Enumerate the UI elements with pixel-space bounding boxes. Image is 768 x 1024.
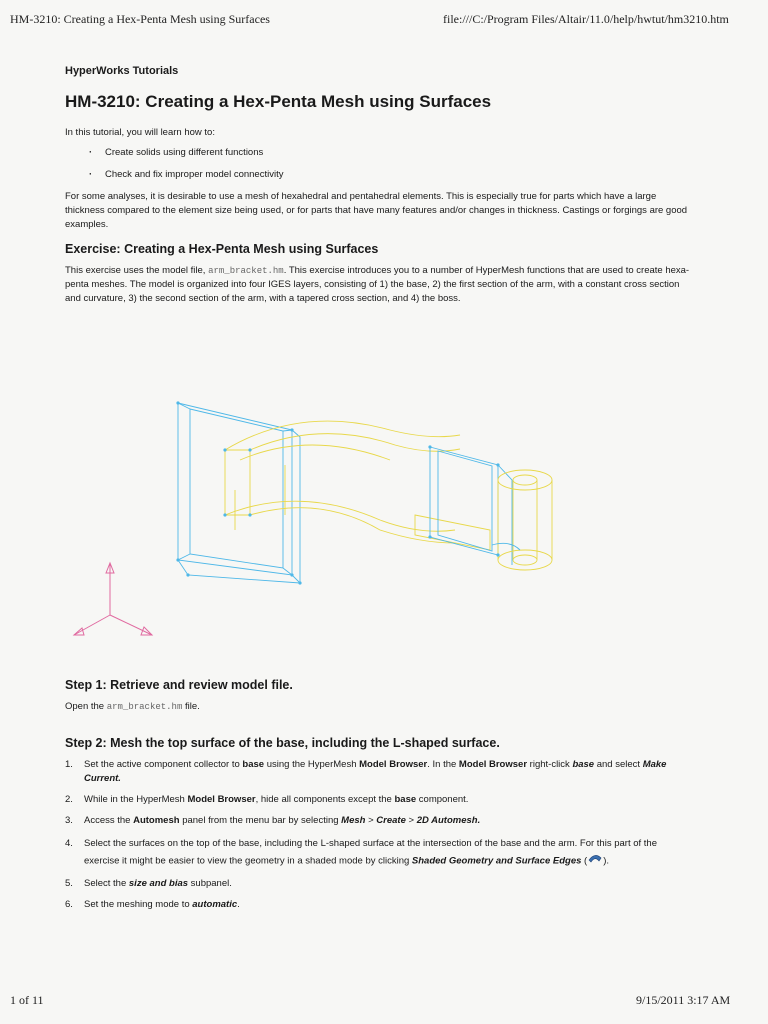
objectives-list	[89, 146, 690, 182]
list-item: 6. Set the meshing mode to automatic.	[65, 899, 240, 910]
intro-text: In this tutorial, you will learn how to:	[65, 127, 215, 138]
arm-bracket-wireframe-figure	[60, 365, 580, 655]
intro-paragraph: For some analyses, it is desirable to use a mesh of hexahedral and pentahedral elements. This is especially true for parts which have a large thickness compared to the element size being used, or for parts that have many features and/or changes in thickness. Castings or forgings are good examples.	[65, 191, 688, 230]
exercise-heading: Exercise: Creating a Hex-Penta Mesh using Surfaces	[65, 242, 379, 256]
model-file-name: arm_bracket.hm	[106, 702, 183, 712]
page-number: 1 of 11	[10, 993, 44, 1007]
list-item: · Create solids using different functions	[89, 146, 690, 160]
print-datetime: 9/15/2011 3:17 AM	[636, 993, 731, 1007]
step1-heading: Step 1: Retrieve and review model file.	[65, 678, 293, 692]
shaded-geometry-icon	[587, 852, 603, 870]
coordinate-triad-icon	[74, 563, 152, 635]
step1-text: Open the arm_bracket.hm file.	[65, 701, 200, 712]
doc-kicker: HyperWorks Tutorials	[65, 65, 179, 77]
list-item: 4. Select the surfaces on the top of the base, including the L-shaped surface at the intersection of the base and the arm. For this part of the exercise it might be easier to view the geometry in a shaded mode by clicking Shaded Geometry and Surface Edges ( ).	[65, 835, 690, 870]
arm-wireframe	[225, 421, 490, 550]
base-plate-wireframe	[178, 403, 300, 583]
list-item: · Check and fix improper model connectivity	[89, 168, 690, 182]
tapered-section-wireframe	[430, 447, 512, 565]
print-header-url: file:///C:/Program Files/Altair/11.0/help/hwtut/hm3210.htm	[443, 12, 729, 26]
step2-list	[65, 758, 690, 912]
document-body	[65, 64, 690, 306]
list-item: 5. Select the size and bias subpanel.	[65, 878, 232, 889]
step2-heading: Step 2: Mesh the top surface of the base, including the L-shaped surface.	[65, 736, 500, 750]
exercise-paragraph: This exercise uses the model file, arm_bracket.hm. This exercise introduces you to a number of HyperMesh functions that are used to create hexa-penta meshes. The model is organized into four IGES layers, consisting of 1) the base, 2) the first section of the arm, with a constant cross section and curvature, 3) the second section of the arm, with a tapered cross section, and 4) the boss.	[65, 265, 690, 304]
steps-section	[65, 678, 690, 919]
model-file-name: arm_bracket.hm	[208, 266, 284, 276]
list-item: 3. Access the Automesh panel from the menu bar by selecting Mesh > Create > 2D Automesh.	[65, 815, 481, 826]
page-title: HM-3210: Creating a Hex-Penta Mesh using Surfaces	[65, 92, 492, 111]
list-item: 1. Set the active component collector to base using the HyperMesh Model Browser. In the Model Browser right-click base and select Make Current.	[65, 759, 667, 784]
list-item: 2. While in the HyperMesh Model Browser, hide all components except the base component.	[65, 794, 469, 805]
boss-wireframe	[492, 470, 552, 570]
print-header-title: HM-3210: Creating a Hex-Penta Mesh using Surfaces	[10, 12, 270, 26]
